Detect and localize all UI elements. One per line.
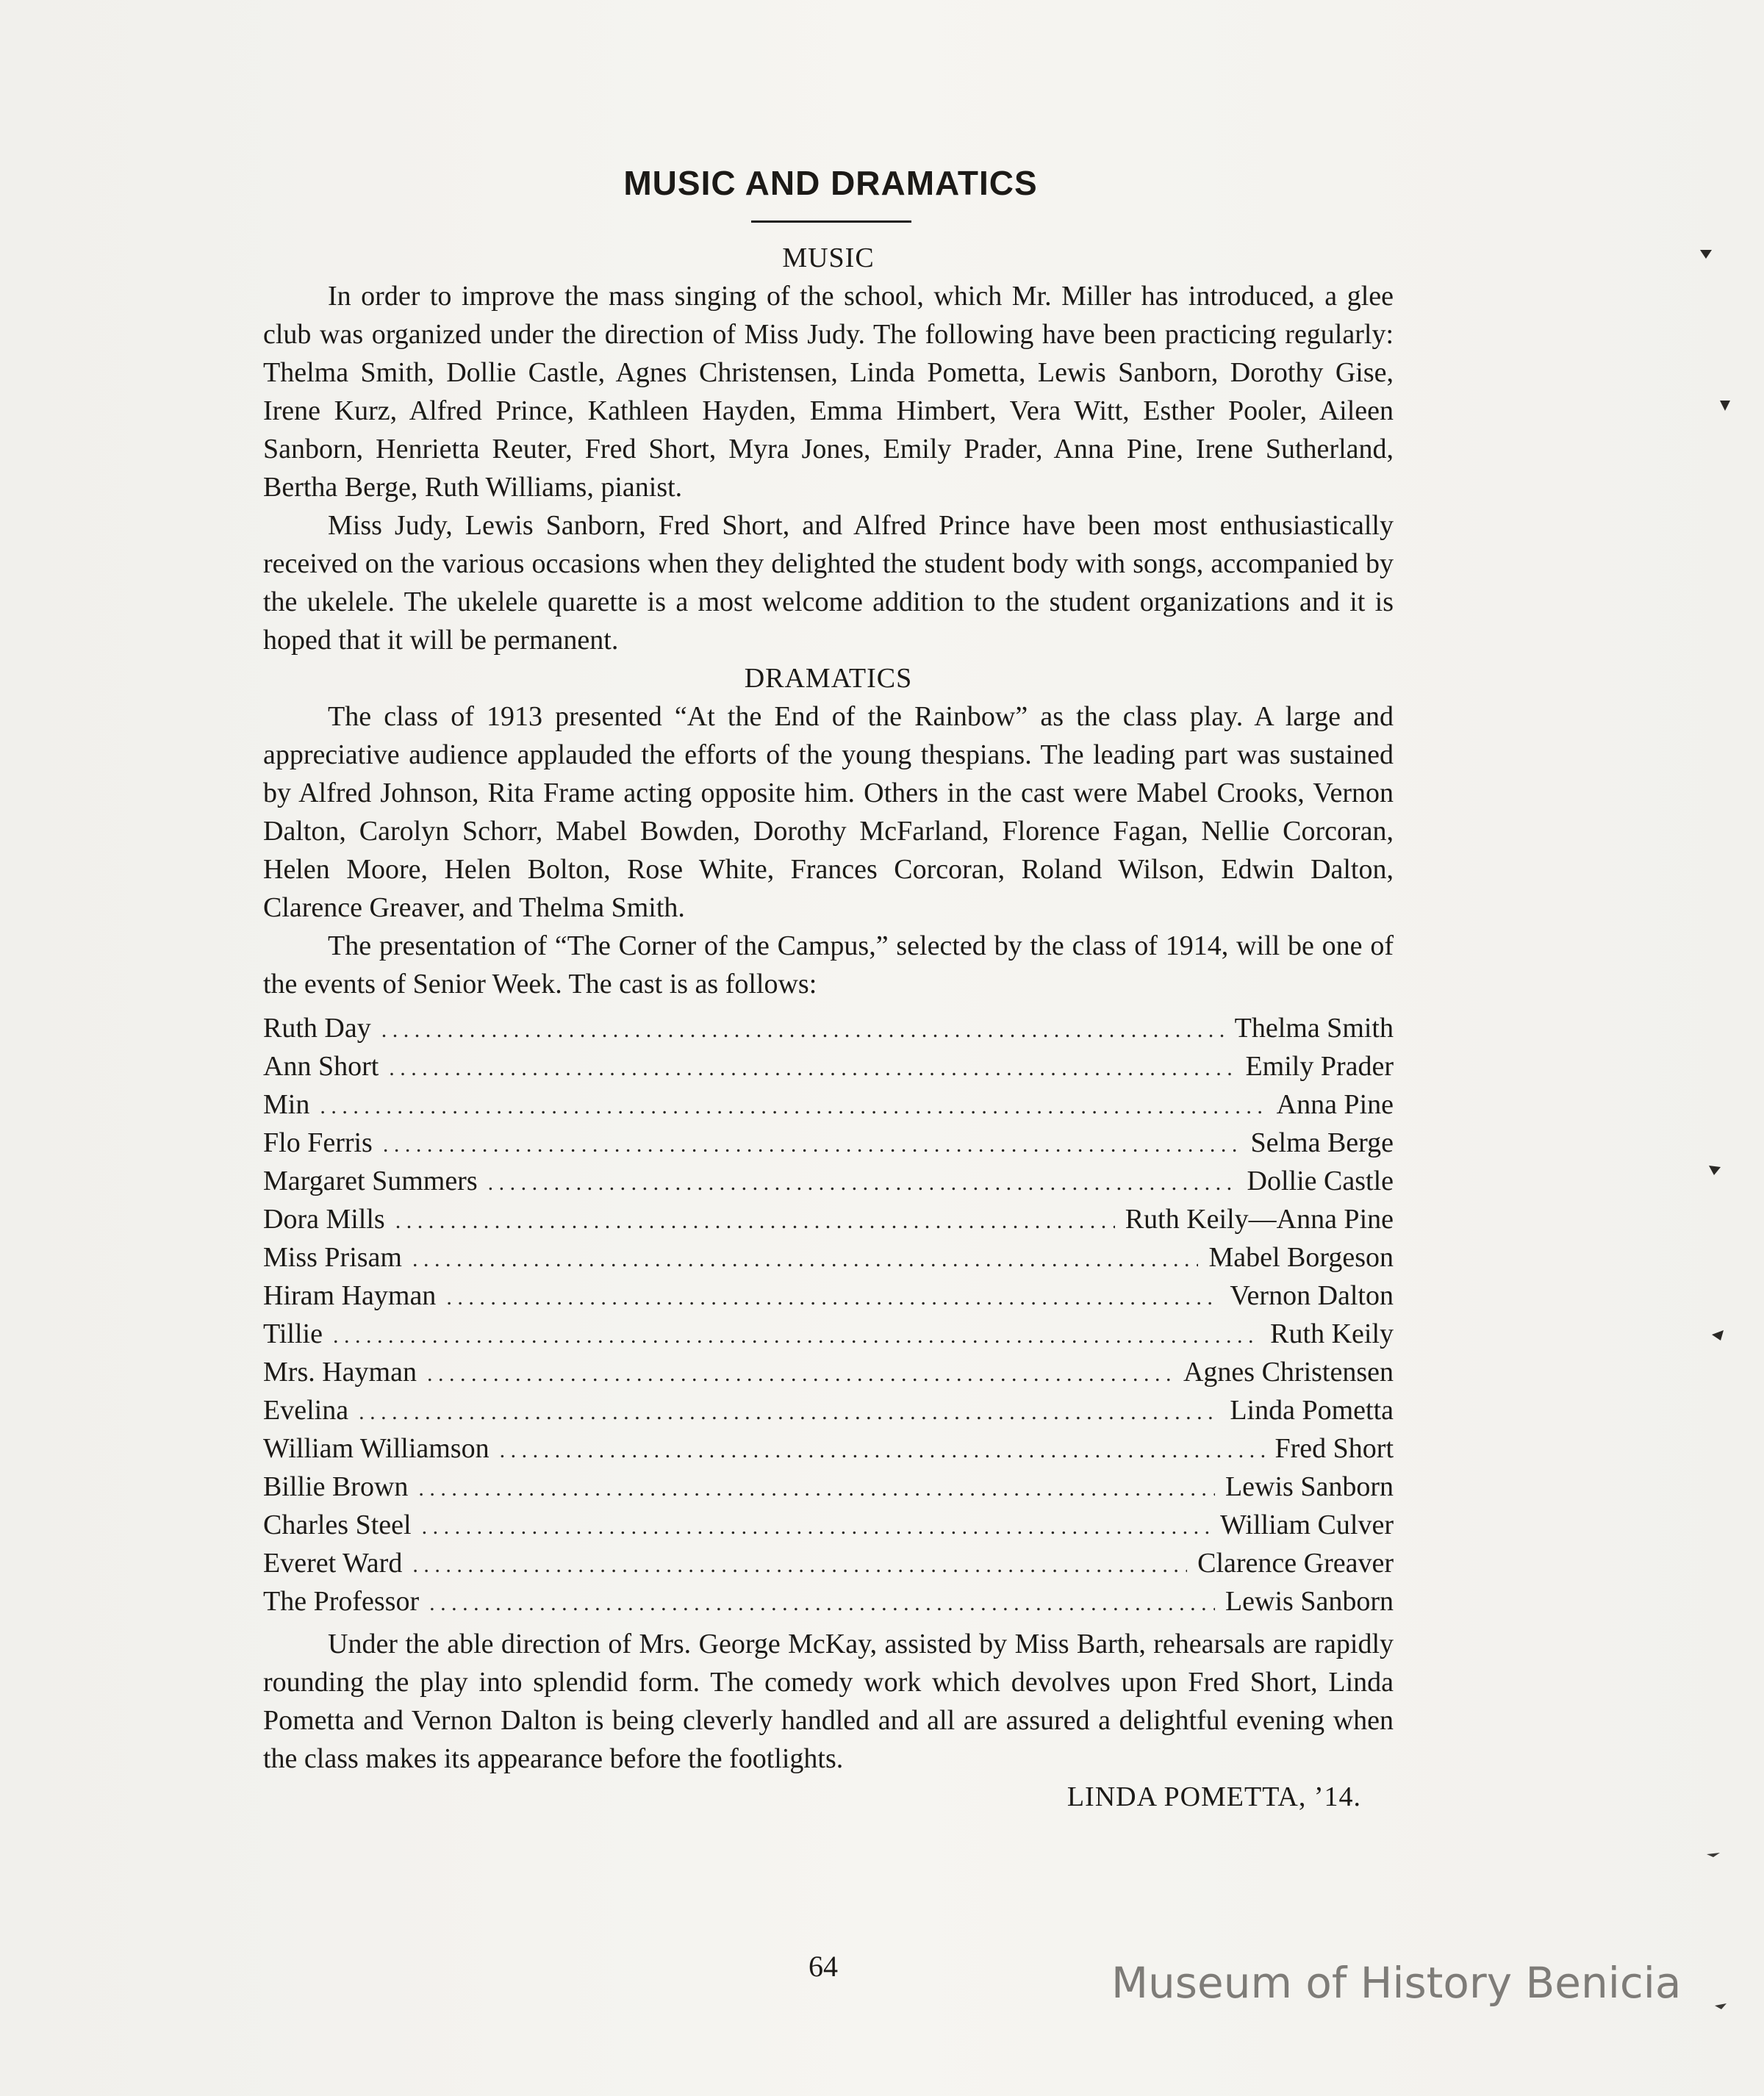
music-heading: MUSIC	[782, 243, 875, 273]
cast-actor: Agnes Christensen	[1183, 1357, 1394, 1388]
punch-hole-mark	[1707, 1161, 1723, 1177]
cast-role: Dora Mills	[263, 1204, 385, 1235]
cast-row	[263, 1124, 1394, 1162]
punch-hole-mark	[1710, 1327, 1726, 1343]
cast-role: Tillie	[263, 1318, 323, 1349]
cast-actor: Ruth Keily	[1270, 1318, 1394, 1349]
signature-line	[263, 1778, 1394, 1816]
music-paragraph: Miss Judy, Lewis Sanborn, Fred Short, and Alfred Prince have been most enthusiastically received on the various occasions when they delighted the student body with songs, accompanied by the ukelele. The ukelele quarette is a most welcome addition to the student organizations and it is hoped that it will be permanent.	[263, 510, 1394, 656]
cast-row	[263, 1315, 1394, 1353]
dramatics-heading: DRAMATICS	[744, 663, 913, 694]
cast-row	[263, 1047, 1394, 1085]
cast-row	[263, 1506, 1394, 1544]
cast-role: Billie Brown	[263, 1471, 409, 1502]
cast-role: Ruth Day	[263, 1013, 371, 1044]
dot-leader	[395, 1202, 1115, 1241]
cast-role: Margaret Summers	[263, 1166, 478, 1196]
text-column	[263, 239, 1394, 1816]
cast-role: Mrs. Hayman	[263, 1357, 417, 1388]
cast-role: Ann Short	[263, 1051, 379, 1082]
page-title: MUSIC AND DRAMATICS	[623, 164, 1038, 202]
dot-leader	[446, 1279, 1219, 1317]
cast-list	[263, 1009, 1394, 1621]
cast-row	[263, 1200, 1394, 1238]
dot-leader	[412, 1546, 1187, 1584]
cast-row	[263, 1429, 1394, 1468]
music-paragraph: In order to improve the mass singing of the school, which Mr. Miller has introduced, a glee club was organized under the direction of Miss Judy. The following have been practicing regularly: Thelma Smith, Dollie Castle, Agnes Christensen, Linda Pometta, Lewis Sanborn, Dorothy Gise, Irene Kurz, Alfred Prince, Kathleen Hayden, Emma Himbert, Vera Witt, Esther Pooler, Aileen Sanborn, Henrietta Reuter, Fred Short, Myra Jones, Emily Prader, Anna Pine, Irene Sutherland, Bertha Berge, Ruth Williams, pianist.	[263, 281, 1394, 503]
cast-row	[263, 1391, 1394, 1429]
cast-actor: Clarence Greaver	[1197, 1548, 1394, 1579]
cast-row	[263, 1009, 1394, 1047]
dot-leader	[383, 1126, 1241, 1164]
cast-row	[263, 1353, 1394, 1391]
cast-actor: Linda Pometta	[1230, 1395, 1394, 1426]
dramatics-paragraph: The class of 1913 presented “At the End of the Rainbow” as the class play. A large and appreciative audience applauded the efforts of the young thespians. The leading part was sustained by Alfred Johnson, Rita Frame acting opposite him. Others in the cast were Mabel Crooks, Vernon Dalton, Carolyn Schorr, Mabel Bowden, Dorothy McFarland, Florence Fagan, Nellie Corcoran, Helen Moore, Helen Bolton, Rose White, Frances Corcoran, Roland Wilson, Edwin Dalton, Clarence Greaver, and Thelma Smith.	[263, 701, 1394, 923]
closing-text: Under the able direction of Mrs. George McKay, assisted by Miss Barth, rehearsals are rapidly rounding the play into splendid form. The comedy work which devolves upon Fred Short, Linda Pometta and Vernon Dalton is being cleverly handled and all are assured a delightful evening when the class makes its appearance before the footlights.	[263, 1629, 1394, 1774]
dot-leader	[412, 1241, 1198, 1279]
cast-row	[263, 1582, 1394, 1621]
page-number: 64	[808, 1950, 838, 1983]
closing-paragraph	[263, 1625, 1394, 1778]
watermark: Museum of History Benicia	[1111, 1958, 1682, 2008]
punch-hole-mark	[1705, 1846, 1721, 1862]
cast-row	[263, 1468, 1394, 1506]
cast-row	[263, 1085, 1394, 1124]
cast-role: Charles Steel	[263, 1510, 412, 1540]
punch-hole-mark	[1698, 245, 1714, 262]
cast-role: Everet Ward	[263, 1548, 403, 1579]
punch-hole-mark	[1713, 1998, 1729, 2014]
cast-actor: Lewis Sanborn	[1225, 1471, 1394, 1502]
cast-actor: Mabel Borgeson	[1208, 1242, 1394, 1273]
dot-leader	[418, 1470, 1215, 1508]
cast-role: Flo Ferris	[263, 1127, 373, 1158]
cast-role: The Professor	[263, 1586, 420, 1617]
cast-role: Miss Prisam	[263, 1242, 402, 1273]
cast-actor: Vernon Dalton	[1230, 1280, 1394, 1311]
dot-leader	[500, 1432, 1265, 1470]
dot-leader	[359, 1393, 1219, 1432]
cast-row	[263, 1162, 1394, 1200]
cast-role: Min	[263, 1089, 310, 1120]
signature: LINDA POMETTA, ’14.	[1066, 1781, 1361, 1812]
cast-actor: Fred Short	[1274, 1433, 1394, 1464]
dot-leader	[427, 1355, 1173, 1393]
cast-role: Evelina	[263, 1395, 349, 1426]
dot-leader	[429, 1584, 1215, 1623]
dot-leader	[381, 1011, 1225, 1049]
cast-row	[263, 1544, 1394, 1582]
dot-leader	[333, 1317, 1260, 1355]
dot-leader	[389, 1049, 1235, 1088]
cast-actor: Selma Berge	[1250, 1127, 1394, 1158]
cast-actor: Emily Prader	[1245, 1051, 1394, 1082]
title-rule	[751, 220, 911, 223]
cast-actor: Lewis Sanborn	[1225, 1586, 1394, 1617]
dramatics-paragraph: The presentation of “The Corner of the Campus,” selected by the class of 1914, will be one of the events of Senior Week. The cast is as follows:	[263, 930, 1394, 999]
dot-leader	[422, 1508, 1211, 1546]
cast-actor: Anna Pine	[1276, 1089, 1394, 1120]
cast-row	[263, 1277, 1394, 1315]
cast-actor: William Culver	[1220, 1510, 1394, 1540]
punch-hole-mark	[1717, 397, 1733, 413]
cast-actor: Thelma Smith	[1234, 1013, 1394, 1044]
cast-role: Hiram Hayman	[263, 1280, 437, 1311]
dot-leader	[320, 1088, 1266, 1126]
cast-row	[263, 1238, 1394, 1277]
dot-leader	[488, 1164, 1237, 1202]
cast-actor: Dollie Castle	[1247, 1166, 1394, 1196]
cast-actor: Ruth Keily—Anna Pine	[1125, 1204, 1394, 1235]
cast-role: William Williamson	[263, 1433, 490, 1464]
